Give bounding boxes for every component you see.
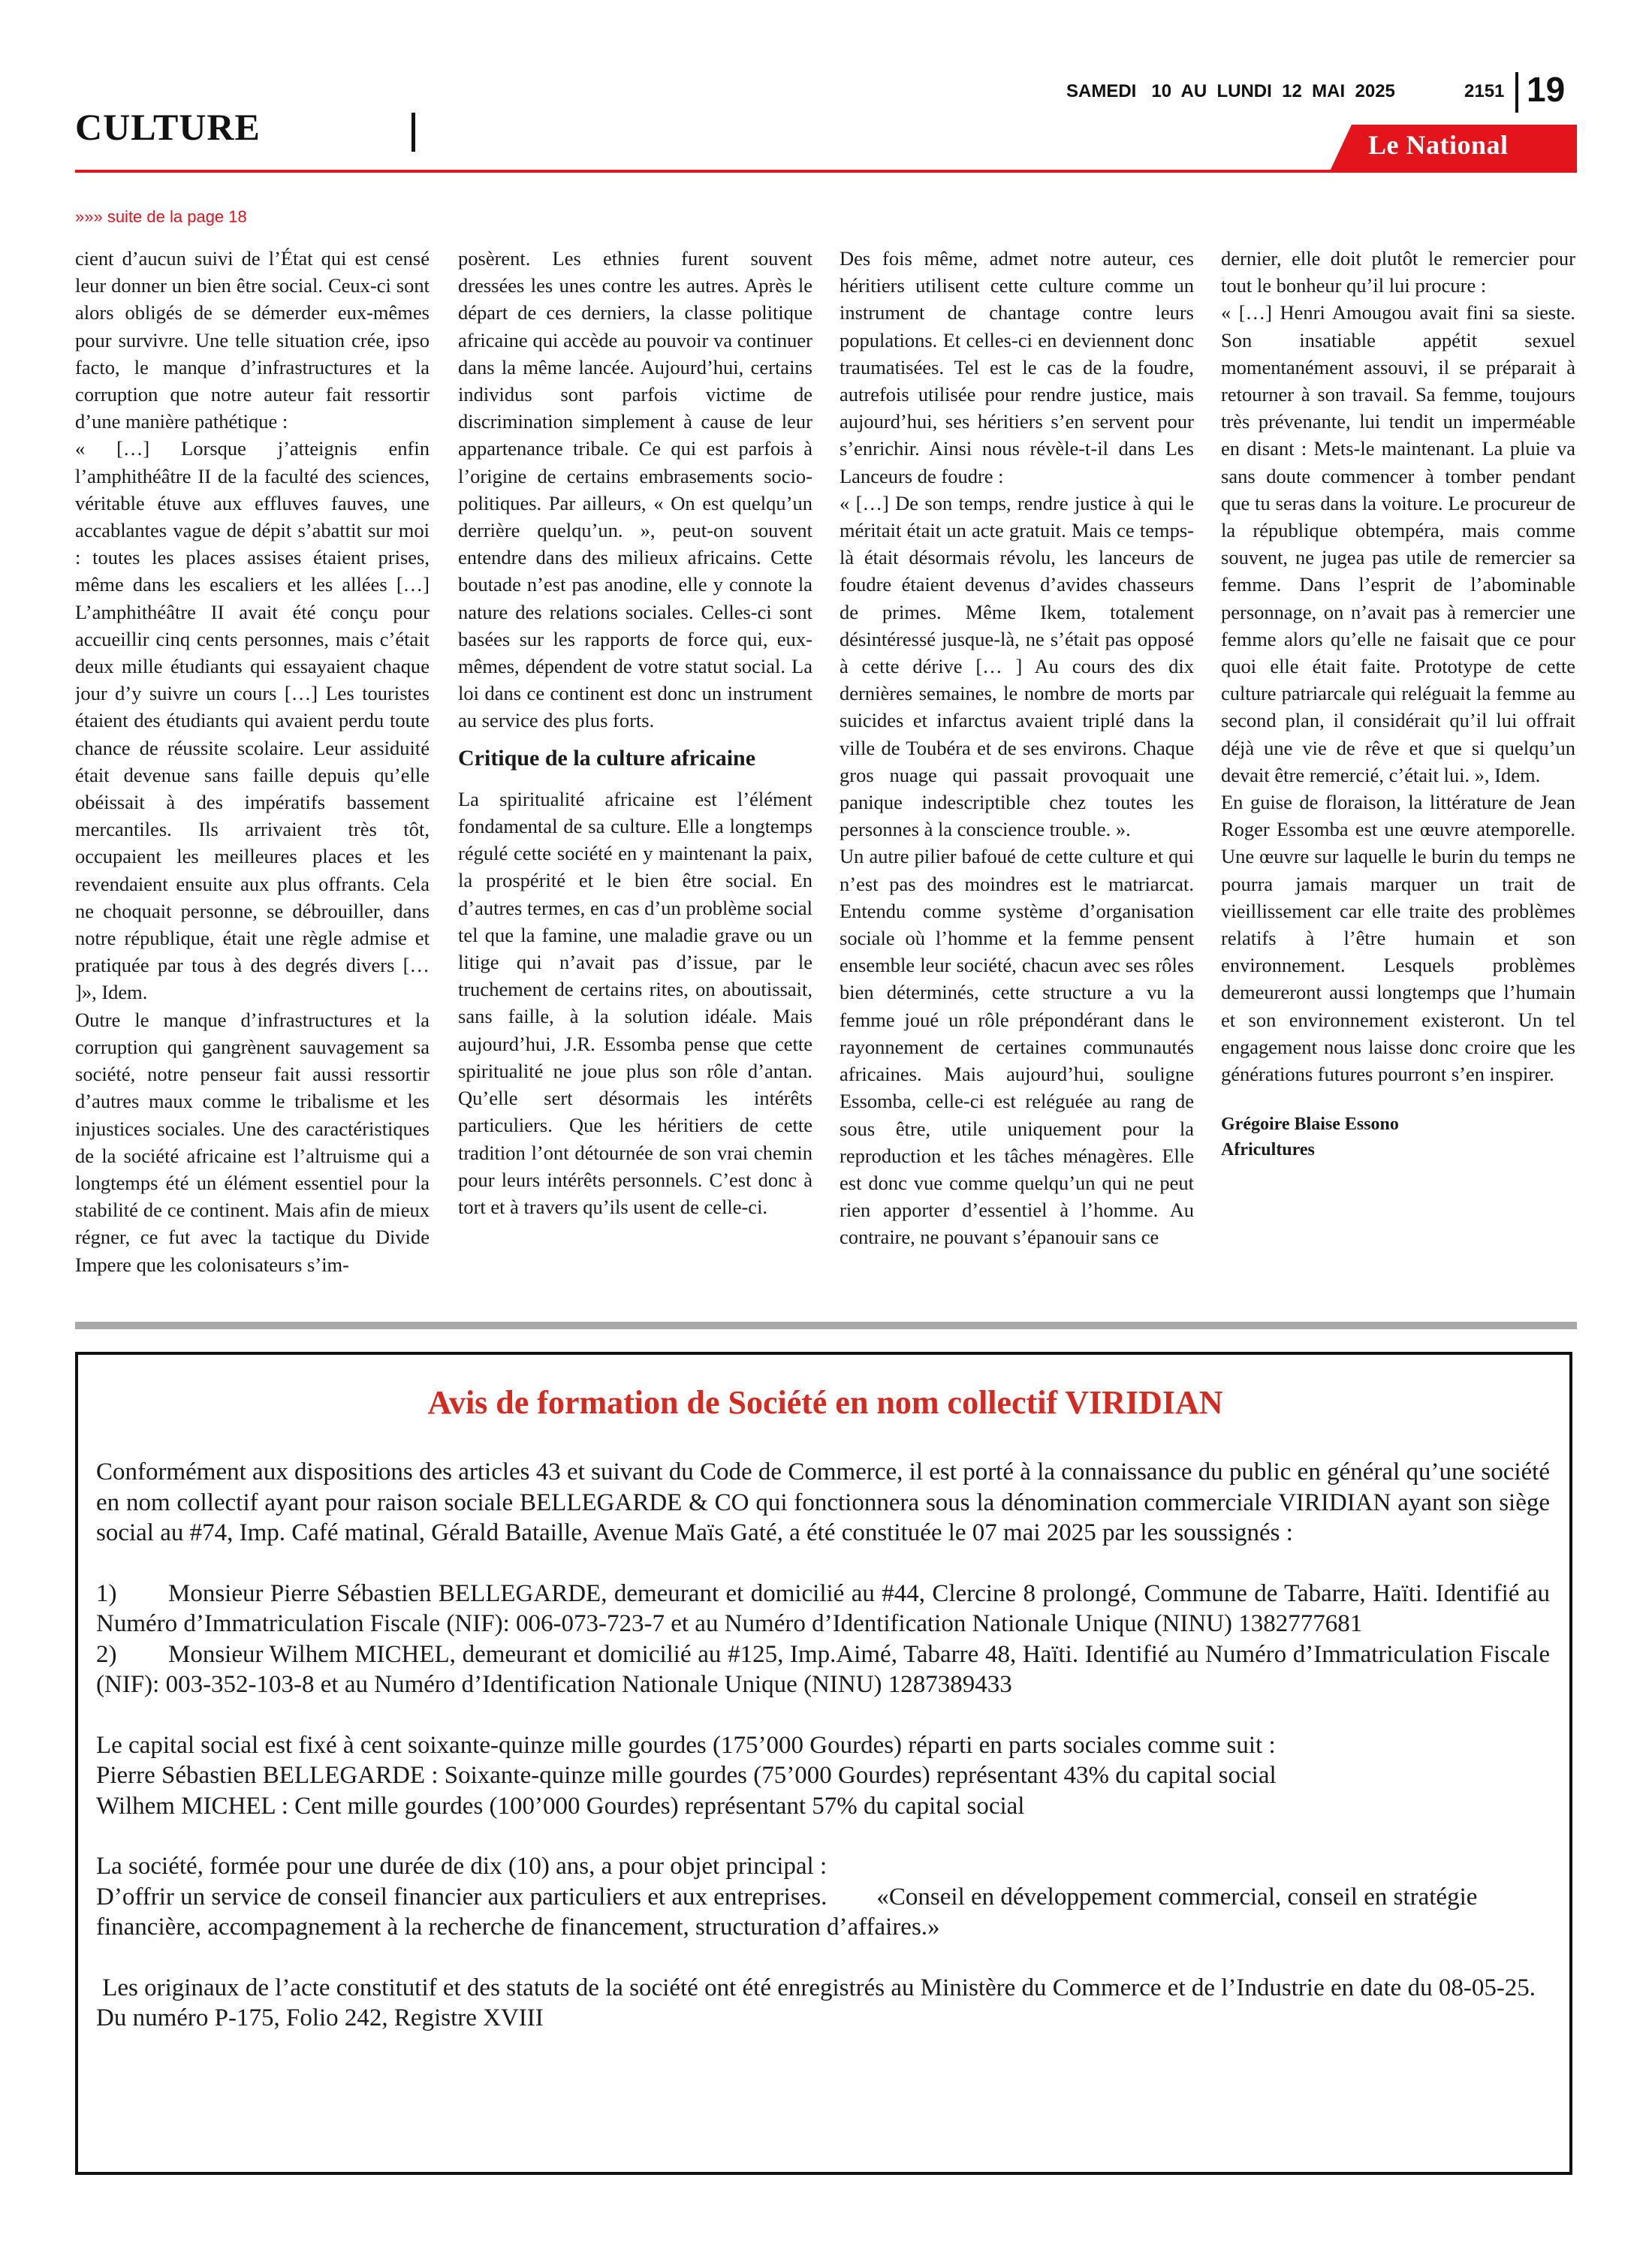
article-text: dernier, elle doit plutôt le remercier pour tout le bonheur qu’il lui procure : « […] Henri Amougou avait fini sa sieste. Son insatiable appétit sexuel momentanément assouvi, il se préparait à retourner à son travail. Sa femme, toujours très prévenante, lui tendit un imperméable en disant : Mets-le maintenant. La pluie va sans doute commencer à tomber pendant que tu seras dans la voiture. Le procureur de la république obtempéra, mais comme souvent, ne jugea pas utile de remercier sa femme. Dans l’esprit de l’abominable personnage, on n’avait pas à remercier une femme alors qu’elle ne faisait que ce pour quoi elle était faite. Prototype de cette culture patriarcale qui reléguait la femme au second plan, il considérait qu’il lui offrait déjà une vie de rêve et que si quelqu’un devait être remercié, c’était lui. », Idem. En guise de floraison, la littérature de Jean Roger Essomba est une œuvre atemporelle. Une œuvre sur laquelle le burin du temps ne pourra jamais marquer un trait de vieillissement car elle traite des problèmes relatifs à l’être humain et son environnement. Lesquels problèmes demeureront aussi longtemps que l’humain et son environnement existeront. Un tel engagement nous laisse donc croire que les générations futures pourront s’en inspirer. bbox=[1221, 247, 1575, 1086]
notice-share-2: Wilhem MICHEL : Cent mille gourdes (100’000 Gourdes) représentant 57% du capital social bbox=[96, 1792, 1025, 1820]
list-number: 1) bbox=[96, 1579, 117, 1607]
section-divider bbox=[75, 1322, 1577, 1329]
article-author: Grégoire Blaise Essono bbox=[1221, 1114, 1399, 1135]
article-column-3 bbox=[840, 245, 1194, 1304]
page-number: 19 bbox=[1527, 70, 1566, 109]
section-title-bar bbox=[411, 113, 415, 152]
article-subheading: Critique de la culture africaine bbox=[458, 745, 756, 771]
newspaper-logo: Le National bbox=[1368, 130, 1509, 160]
notice-registration: Les originaux de l’acte constitutif et des statuts de la société ont été enregistrés au Ministère du Commerce et de l’Industrie en date du 08-05-25. Du numéro P-175, Folio 242, Registre XVIII bbox=[96, 1974, 1548, 2031]
partner-1-text: Monsieur Pierre Sébastien BELLEGARDE, demeurant et domicilié au #44, Clercine 8 prolongé, Commune de Tabarre, Haïti. Identifié au Numéro d’Immatriculation Fiscale (NIF): 006-073-723-7 et au Numéro d’Identification Nationale Unique (NINU) 1382777681 bbox=[96, 1579, 1550, 1637]
notice-partner-2 bbox=[96, 1639, 1550, 1700]
article-column-1 bbox=[75, 245, 430, 1304]
issue-number: 2151 bbox=[1464, 81, 1505, 101]
notice-intro: Conformément aux dispositions des articles 43 et suivant du Code de Commerce, il est porté à la connaissance du public en général qu’une société en nom collectif ayant pour raison sociale BELLEGARDE & CO qui fonctionnera sous la dénomination commerciale VIRIDIAN ayant son siège social au #74, Imp. Café matinal, Gérald Bataille, Avenue Maïs Gaté, a été constituée le 07 mai 2025 par les soussignés : bbox=[96, 1458, 1550, 1546]
notice-partner-1 bbox=[96, 1579, 1550, 1639]
notice-title: Avis de formation de Société en nom collectif VIRIDIAN bbox=[427, 1384, 1223, 1421]
article-column-4 bbox=[1221, 245, 1575, 1304]
page-number-separator bbox=[1515, 72, 1518, 113]
notice-body bbox=[96, 1457, 1550, 2034]
article-text: cient d’aucun suivi de l’État qui est censé leur donner un bien être social. Ceux-ci sont alors obligés de se démerder eux-mêmes pour survivre. Une telle situation crée, ipso facto, le manque d’infrastructures et la corruption que notre auteur fait ressortir d’une manière pathétique : « […] Lorsque j’atteignis enfin l’amphithéâtre II de la faculté des sciences, véritable étuve aux effluves fauves, une accablantes vague de dépit s’abattit sur moi : toutes les places assises étaient prises, même dans les escaliers et les allées […] L’amphithéâtre II avait été conçu pour accueillir cinq cents personnes, mais c’était deux mille étudiants qui essayaient chaque jour d’y suivre un cours […] Les touristes étaient des étudiants qui avaient perdu toute chance de réussite scolaire. Leur assiduité était devenue sans faille depuis qu’elle obéissait à des impératifs bassement mercantiles. Ils arrivaient très tôt, occupaient les meilleures places et les revendaient ensuite aux plus offrants. Cela ne choquait personne, se débrouiller, dans notre république, était une règle admise et pratiquée par tous à des degrés divers [… ]», Idem. Outre le manque d’infrastructures et la corruption qui gangrènent sauvagement sa société, notre penseur fait aussi ressortir d’autres maux comme le tribalisme et les injustices sociales. Une des caractéristiques de la société africaine est l’altruisme qui a longtemps été un élément essentiel pour la stabilité de ce continent. Mais afin de mieux régner, ce fut avec la tactique du Divide Impere que les colonisateurs s’im- bbox=[75, 247, 430, 1276]
header-rule bbox=[75, 170, 1577, 173]
issue-date: SAMEDI 10 AU LUNDI 12 MAI 2025 bbox=[1066, 81, 1395, 101]
notice-share-1: Pierre Sébastien BELLEGARDE : Soixante-quinze mille gourdes (75’000 Gourdes) représentant 43% du capital social bbox=[96, 1762, 1277, 1789]
article-text: posèrent. Les ethnies furent souvent dressées les unes contre les autres. Après le départ de ces derniers, la classe politique africaine qui accède au pouvoir va continuer dans la même lancée. Aujourd’hui, certains individus sont parfois victime de discrimination simplement à cause de leur appartenance tribale. Ce qui est parfois à l’origine de certains embrasements socio-politiques. Par ailleurs, « On est quelqu’un derrière quelqu’un. », peut-on souvent entendre dans des milieux africains. Cette boutade n’est pas anodine, elle y connote la nature des relations sociales. Celles-ci sont basées sur les rapports de force qui, eux-mêmes, dépendent de votre statut social. La loi dans ce continent est donc un instrument au service des plus forts. bbox=[458, 247, 812, 732]
article-source: Africultures bbox=[1221, 1140, 1315, 1160]
notice-capital: Le capital social est fixé à cent soixante-quinze mille gourdes (175’000 Gourdes) réparti en parts sociales comme suit : bbox=[96, 1731, 1276, 1759]
list-number: 2) bbox=[96, 1640, 117, 1668]
article-column-2 bbox=[458, 245, 812, 1304]
article-text: La spiritualité africaine est l’élément fondamental de sa culture. Elle a longtemps régulé cette société en y maintenant la paix, la prospérité et le bien être social. En d’autres termes, en cas d’un problème social tel que la famine, une maladie grave ou un litige qui n’avait pas d’issue, par le truchement de certains rites, on aboutissait, sans faille, à la solution idéale. Mais aujourd’hui, J.R. Essomba pense que cette spiritualité ne joue plus son rôle d’antan. Qu’elle sert désormais les intérêts particuliers. Que les héritiers de cette tradition l’ont détournée de son vrai chemin pour leurs intérêts personnels. C’est donc à tort et à travers qu’ils usent de celle-ci. bbox=[458, 787, 812, 1218]
notice-object: D’offrir un service de conseil financier aux particuliers et aux entreprises. «Conseil en développement commercial, conseil en stratégie financière, accompagnement à la recherche de financement, structuration d’affaires.» bbox=[96, 1883, 1484, 1941]
section-title: CULTURE bbox=[75, 106, 261, 148]
notice-purpose: La société, formée pour une durée de dix (10) ans, a pour objet principal : bbox=[96, 1853, 828, 1880]
continuation-link[interactable]: »»» suite de la page 18 bbox=[75, 207, 247, 226]
article-text: Des fois même, admet notre auteur, ces héritiers utilisent cette culture comme un instrument de chantage contre leurs populations. Et celles-ci en deviennent donc traumatisées. Tel est le cas de la foudre, autrefois utilisée pour rendre justice, mais aujourd’hui, ses héritiers s’en servent pour s’enrichir. Ainsi nous révèle-t-il dans Les Lanceurs de foudre : « […] De son temps, rendre justice à qui le méritait était un acte gratuit. Mais ce temps-là était désormais révolu, les lanceurs de foudre étaient devenus d’avides chasseurs de primes. Même Ikem, totalement désintéressé jusque-là, ne s’était pas opposé à cette dérive [… ] Au cours des dix dernières semaines, le nombre de morts par suicides et infarctus avaient triplé dans la ville de Toubéra et de ses environs. Chaque gros nuage qui passait provoquait une panique indescriptible chez toutes les personnes à la conscience trouble. ». Un autre pilier bafoué de cette culture et qui n’est pas des moindres est le matriarcat. Entendu comme système d’organisation sociale où l’homme et la femme pensent ensemble leur société, chacun avec ses rôles bien déterminés, cette structure a vu la femme joué un rôle prépondérant dans le rayonnement de certaines communautés africaines. Mais aujourd’hui, souligne Essomba, celle-ci est reléguée au rang de sous être, utile uniquement pour la reproduction et les tâches ménagères. Elle est donc vue comme quelqu’un qui ne peut rien apporter d’essentiel à l’homme. Au contraire, ne pouvant s’épanouir sans ce bbox=[840, 247, 1194, 1249]
partner-2-text: Monsieur Wilhem MICHEL, demeurant et domicilié au #125, Imp.Aimé, Tabarre 48, Haïti. Identifié au Numéro d’Immatriculation Fiscale (NIF): 003-352-103-8 et au Numéro d’Identification Nationale Unique (NINU) 1287389433 bbox=[96, 1640, 1550, 1698]
